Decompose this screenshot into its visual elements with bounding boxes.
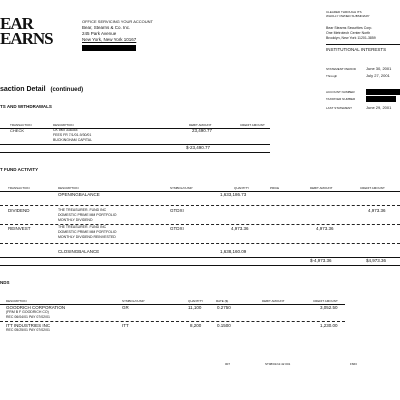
page-title-text: saction Detail — [0, 86, 46, 93]
dividend-symbol: GTDXI — [170, 208, 184, 213]
fund-credit-total: $4,973.36 — [366, 258, 387, 263]
header-transaction: TRANSACTION — [10, 123, 32, 127]
clearing-divider — [326, 44, 400, 45]
footer-code-3: F663 — [350, 362, 357, 366]
row-transaction: CHECK — [10, 128, 25, 133]
dividend-desc-2: DOMESTIC PRIME MM PORTFOLIO — [58, 213, 117, 217]
redacted-box — [82, 45, 136, 51]
div-row-2-symbol: ITT — [122, 323, 129, 328]
header-debit: DEBIT AMOUNT — [189, 123, 212, 127]
fund-header-price: PRICE — [270, 186, 280, 190]
reinvest-desc-1: THE TREASURER. FUND INC — [58, 225, 107, 229]
div-header-symbol: SYMBOL/CUSIP — [122, 299, 145, 303]
fund-header-debit: DEBIT AMOUNT — [310, 186, 333, 190]
clearing-address-2: Brooklyn, New York 11201-3859 — [326, 36, 376, 40]
div-row-1-desc-1: GOODRICH CORPORATION — [6, 305, 66, 310]
div-header-description: DESCRIPTION — [6, 299, 27, 303]
div-row-1-symbol: GR — [122, 305, 129, 310]
logo-line-1: EAR — [0, 14, 33, 33]
row-desc-3: BUCKINGHAM CAPITAL — [53, 138, 93, 142]
fund-total-rule — [0, 257, 400, 258]
clearing-line-1: CLEARED THROUGH ITS — [326, 10, 362, 14]
div-header-debit: DEBIT AMOUNT — [262, 299, 285, 303]
closing-balance-label: CLOSINGBALANCE — [58, 249, 100, 254]
div-row-1-credit: 3,052.50 — [320, 305, 338, 310]
fund-header-credit: CREDIT AMOUNT — [360, 186, 385, 190]
div-row-1-quantity: 11,100 — [188, 305, 202, 310]
div-row-2-desc-1: ITT INDUSTRIES INC — [6, 323, 51, 328]
clearing-address-1: One Metrotech Center North — [326, 31, 371, 35]
fund-header-quantity: QUANTITY — [234, 186, 250, 190]
taxpayer-number-label: TAXPAYER NUMBER — [326, 97, 356, 101]
row-desc-1: CK #MT338354 — [53, 128, 78, 132]
redacted-taxpayer-number — [366, 96, 396, 102]
reinvest-quantity: 4,973.36 — [231, 226, 249, 231]
div-row-1-desc-3: REC 06/04/01 PAY 07/02/01 — [6, 315, 50, 319]
fund-header-transaction: TRANSACTION — [8, 186, 30, 190]
office-address-1: 245 Park Avenue — [82, 31, 117, 36]
closing-balance-quantity: 1,638,160.09 — [220, 249, 247, 254]
dividend-desc-3: MONTHLY DIVIDEND — [58, 218, 93, 222]
opening-balance-label: OPENINGBALANCE — [58, 192, 100, 197]
div-row-2-desc-2: REC 05/25/01 PAY 07/02/01 — [6, 328, 50, 332]
dividends-heading: NDS — [0, 280, 10, 285]
div-row-divider — [0, 321, 345, 322]
redacted-account-number — [366, 89, 400, 95]
header-description: DESCRIPTION — [53, 123, 74, 127]
reinvest-desc-2: DOMESTIC PRIME MM PORTFOLIO — [58, 230, 117, 234]
withdrawals-total: $-23,490.77 — [186, 145, 211, 150]
fund-activity-heading: T FUND ACTIVITY — [0, 167, 39, 172]
page-title — [0, 86, 83, 93]
opening-balance-quantity: 1,633,186.73 — [220, 192, 247, 197]
fund-debit-total: $-4,973.36 — [310, 258, 332, 263]
withdrawals-header-rule — [0, 128, 270, 129]
reinvest-debit: 4,973.36 — [316, 226, 334, 231]
clearing-line-2: WHOLLY OWNED SUBSIDIARY — [326, 14, 370, 18]
withdrawals-end-rule — [0, 152, 270, 153]
footer-code-1: 007 — [225, 362, 231, 366]
div-header-quantity: QUANTITY — [188, 299, 204, 303]
fund-row-divider — [0, 243, 400, 244]
reinvest-transaction: REINVEST — [8, 226, 31, 231]
withdrawals-heading: TS AND WITHDRAWALS — [0, 104, 52, 109]
div-row-2-quantity: 8,200 — [190, 323, 202, 328]
reinvest-symbol: GTDXI — [170, 226, 184, 231]
row-desc-2: FEES FR 7/1/01-9/30/01 — [53, 133, 92, 137]
office-name: Bear, Stearns & Co. Inc. — [82, 25, 131, 30]
through-value: July 27, 2001 — [366, 73, 390, 78]
last-statement-value: June 29, 2001 — [366, 105, 392, 110]
div-header-credit: CREDIT AMOUNT — [313, 299, 338, 303]
dividend-transaction: DIVIDEND — [8, 208, 30, 213]
through-label: Through — [326, 74, 338, 78]
reinvest-desc-3: MONTHLY DIVIDEND REINVESTED — [58, 235, 116, 239]
clearing-name: Bear Stearns Securities Corp. — [326, 26, 373, 30]
last-statement-label: LAST STATEMENT — [326, 106, 353, 110]
logo-line-2: EARNS — [0, 29, 53, 48]
statement-period-value: June 30, 2001 — [366, 66, 392, 71]
office-heading: OFFICE SERVICING YOUR ACCOUNT — [82, 19, 153, 24]
office-address-2: New York, New York 10167 — [82, 37, 137, 42]
fund-header-symbol: SYMBOL/CUSIP — [170, 186, 193, 190]
institutional-interests: INSTITUTIONAL INTERESTS — [326, 47, 387, 52]
div-row-2-credit: 1,230.00 — [320, 323, 338, 328]
dividend-credit: 4,973.36 — [368, 208, 386, 213]
fund-end-rule — [0, 265, 400, 266]
account-number-label: ACCOUNT NUMBER — [326, 90, 355, 94]
dividend-desc-1: THE TREASURER. FUND INC — [58, 208, 107, 212]
statement-period-label: STATEMENT PERIOD — [326, 67, 357, 71]
header-credit: CREDIT AMOUNT — [240, 123, 265, 127]
div-row-1-rate: 0.2750 — [217, 305, 231, 310]
withdrawals-total-rule — [0, 144, 270, 145]
div-header-rate: RATE ($) — [216, 299, 229, 303]
div-row-2-rate: 0.1500 — [217, 323, 231, 328]
page-title-continued: (continued) — [50, 87, 84, 93]
div-row-1-desc-2: (FRM B F GOODRICH CO) — [6, 310, 49, 314]
bear-stearns-logo — [0, 16, 53, 46]
fund-row-divider — [0, 205, 400, 206]
fund-header-description: DESCRIPTION — [58, 186, 79, 190]
row-debit: 23,490.77 — [192, 128, 213, 133]
footer-code-2: ST08/01/11:42 001 — [265, 362, 291, 366]
